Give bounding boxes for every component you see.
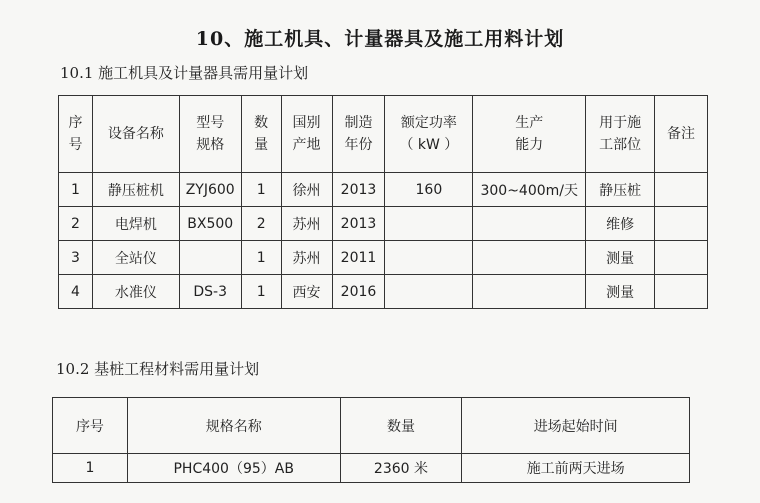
- cell: 1: [59, 173, 93, 207]
- machinery-table: [58, 95, 708, 309]
- cell: BX500: [179, 207, 241, 241]
- cell: 160: [385, 173, 473, 207]
- cell: 全站仪: [92, 241, 179, 275]
- cell: 测量: [586, 275, 655, 309]
- table-row: [59, 173, 708, 207]
- cell: [473, 207, 586, 241]
- section-heading-materials: 10.2 基桩工程材料需用量计划: [56, 360, 260, 378]
- table-row: [59, 207, 708, 241]
- header-cell-quantity: 数 量: [241, 96, 281, 173]
- cell: [385, 241, 473, 275]
- cell: 3: [59, 241, 93, 275]
- cell: 1: [241, 241, 281, 275]
- header-cell-usage: 用于施 工部位: [586, 96, 655, 173]
- cell: 300~400m/天: [473, 173, 586, 207]
- cell: 测量: [586, 241, 655, 275]
- table-row: [53, 454, 690, 483]
- header-cell-model: 型号 规格: [179, 96, 241, 173]
- cell: [655, 173, 708, 207]
- header-cell-index: 序 号: [59, 96, 93, 173]
- cell: [655, 207, 708, 241]
- cell: 4: [59, 275, 93, 309]
- cell: [385, 207, 473, 241]
- cell: 2013: [332, 173, 385, 207]
- cell: [655, 241, 708, 275]
- cell: 2013: [332, 207, 385, 241]
- cell: PHC400（95）AB: [127, 454, 340, 483]
- cell: 水准仪: [92, 275, 179, 309]
- cell: 1: [241, 275, 281, 309]
- cell: 2360 米: [340, 454, 462, 483]
- header-cell-spec-name: 规格名称: [127, 398, 340, 454]
- table-row: [59, 275, 708, 309]
- cell: 西安: [281, 275, 332, 309]
- cell: [179, 241, 241, 275]
- table-header-row: [59, 96, 708, 173]
- cell: DS-3: [179, 275, 241, 309]
- section-heading-machinery: 10.1 施工机具及计量器具需用量计划: [60, 64, 309, 82]
- cell: 维修: [586, 207, 655, 241]
- header-cell-year: 制造 年份: [332, 96, 385, 173]
- cell: 徐州: [281, 173, 332, 207]
- header-cell-index: 序号: [53, 398, 128, 454]
- cell: 1: [53, 454, 128, 483]
- cell: [655, 275, 708, 309]
- cell: 电焊机: [92, 207, 179, 241]
- cell: 2016: [332, 275, 385, 309]
- cell: 2: [241, 207, 281, 241]
- header-cell-arrival-time: 进场起始时间: [462, 398, 690, 454]
- header-cell-capacity: 生产 能力: [473, 96, 586, 173]
- cell: [385, 275, 473, 309]
- header-cell-device-name: 设备名称: [92, 96, 179, 173]
- header-cell-power: 额定功率 （ kW ）: [385, 96, 473, 173]
- cell: 1: [241, 173, 281, 207]
- table-header-row: [53, 398, 690, 454]
- cell: 施工前两天进场: [462, 454, 690, 483]
- cell: 2: [59, 207, 93, 241]
- header-cell-quantity: 数量: [340, 398, 462, 454]
- header-cell-remarks: 备注: [655, 96, 708, 173]
- cell: 苏州: [281, 241, 332, 275]
- page-title: 10、施工机具、计量器具及施工用料计划: [195, 28, 565, 50]
- cell: 静压桩: [586, 173, 655, 207]
- cell: [473, 241, 586, 275]
- header-cell-origin: 国别 产地: [281, 96, 332, 173]
- cell: [473, 275, 586, 309]
- cell: 静压桩机: [92, 173, 179, 207]
- materials-table: [52, 397, 690, 483]
- cell: 2011: [332, 241, 385, 275]
- cell: ZYJ600: [179, 173, 241, 207]
- table-row: [59, 241, 708, 275]
- cell: 苏州: [281, 207, 332, 241]
